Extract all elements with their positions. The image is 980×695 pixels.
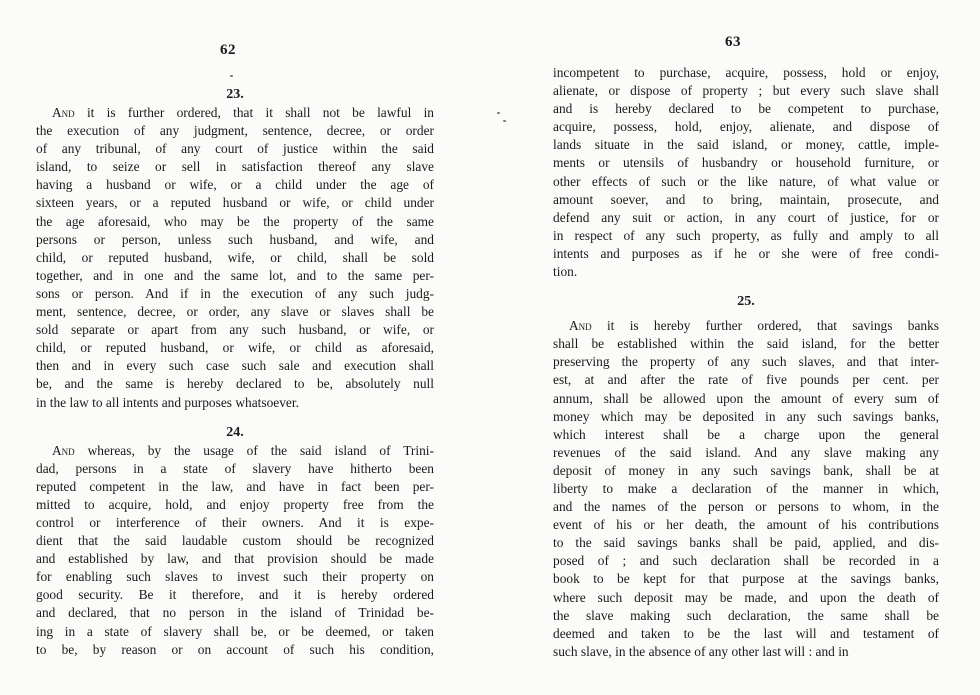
text-line: which interest shall be a charge upon the general xyxy=(553,426,939,442)
text-line: event of his or her death, the amount of his contributions xyxy=(553,517,939,533)
page-number-left: 62 xyxy=(220,42,236,58)
text-line: the slave making such declaration, the same shall be xyxy=(553,607,939,623)
text-line: persons or person, unless such husband, and wife, and xyxy=(36,231,434,247)
text-line: acquire, possess, hold, enjoy, alienate, and dispose of xyxy=(553,119,939,135)
text-line: sixteen years, or a reputed husband or wife, or child under xyxy=(36,195,434,211)
text-line: island, to seize or sell in satisfaction thereof any slave xyxy=(36,159,434,175)
text-line: posed of ; and such declaration shall be recorded in a xyxy=(553,553,939,569)
text-line: deposit of money in any such savings bank, shall be at xyxy=(553,462,939,478)
right-page xyxy=(553,0,939,695)
page-number-right: 63 xyxy=(725,34,741,50)
text-line: such slave, in the absence of any other last will : and in xyxy=(553,643,849,659)
text-line: incompetent to purchase, acquire, possess, hold or enjoy, xyxy=(553,65,939,80)
text-line: dient that the said laudable custom should be recognized xyxy=(36,533,434,549)
section-24-text xyxy=(36,442,434,659)
text-line: other effects of such or the like nature, of what value or xyxy=(553,173,939,189)
text-line: annum, shall be allowed upon the amount of every sum of xyxy=(553,390,939,406)
text-line: deemed and taken to be the last will and testament of xyxy=(553,625,939,641)
right-page-body xyxy=(553,64,939,661)
text-line: ing in a state of slavery shall be, or be deemed, or taken xyxy=(36,623,434,639)
text-line: reputed competent in the law, and have in fact been per- xyxy=(36,478,434,494)
text-line: be, and the same is hereby declared to be, absolutely null xyxy=(36,376,434,392)
text-line: control or interference of their owners. And it is expe- xyxy=(36,514,434,530)
text-line: then and in every such case such sale and execution shall xyxy=(36,358,434,374)
text-line: mitted to acquire, hold, and enjoy property free from the xyxy=(36,496,434,512)
left-page xyxy=(36,0,434,695)
text-line: good security. Be it therefore, and it is hereby ordered xyxy=(36,587,434,603)
scan-speck xyxy=(497,112,500,114)
text-line: money which may be deposited in any such savings banks, xyxy=(553,408,939,424)
text-line: And whereas, by the usage of the said island of Trini- xyxy=(52,442,434,458)
text-line: in respect of any such property, as fully and amply to all xyxy=(553,227,939,243)
text-line: child, or reputed husband, wife, or child, shall be sold xyxy=(36,249,434,265)
text-line: together, and in one and the same lot, and to the same per- xyxy=(36,267,434,283)
left-page-body xyxy=(36,86,434,659)
section-24-continuation-text xyxy=(553,64,939,281)
text-line: tion. xyxy=(553,264,578,280)
text-line: to the said savings banks shall be paid, applied, and dis- xyxy=(553,535,939,551)
section-number-24: 24. xyxy=(226,424,244,440)
text-line: est, at and after the rate of five pounds per cent. per xyxy=(553,372,939,388)
text-line: amount soever, and to bring, maintain, prosecute, and xyxy=(553,191,939,207)
text-line: and declared, that no person in the island of Trinidad be- xyxy=(36,605,434,621)
text-line: lands situate in the said island, or money, cattle, imple- xyxy=(553,137,939,153)
text-line: of any tribunal, of any court of justice within the said xyxy=(36,141,434,157)
text-line: sons or person. And if in the execution of any such judg- xyxy=(36,285,434,301)
text-line: revenues of the said island. And any slave making any xyxy=(553,444,939,460)
text-line: for enabling such slaves to invest such their property on xyxy=(36,569,434,585)
text-line: And it is hereby further ordered, that savings banks xyxy=(569,318,939,334)
text-line: preserving the property of any such slaves, and that inter- xyxy=(553,354,939,370)
text-line: and established by law, and that provision should be made xyxy=(36,551,434,567)
text-line: and the names of the person or persons to whom, in the xyxy=(553,499,939,515)
text-line: intents and purposes as if he or she were of free condi- xyxy=(553,245,939,261)
scan-speck xyxy=(503,120,506,122)
text-line: and is hereby declared to be competent to purchase, xyxy=(553,101,939,117)
text-line: in the law to all intents and purposes whatsoever. xyxy=(36,394,299,410)
text-line: And it is further ordered, that it shall not be lawful in xyxy=(52,105,434,120)
text-line: the age aforesaid, who may be the property of the same xyxy=(36,213,434,229)
text-line: child, or reputed husband, or wife, or child as aforesaid, xyxy=(36,340,434,356)
text-line: where such deposit may be made, and upon the death of xyxy=(553,589,939,605)
section-23-text xyxy=(36,104,434,412)
section-number-25: 25. xyxy=(737,294,755,310)
text-line: defend any suit or action, in any court of justice, for or xyxy=(553,209,939,225)
text-line: liberty to make a declaration of the manner in which, xyxy=(553,480,939,496)
text-line: dad, persons in a state of slavery have hitherto been xyxy=(36,460,434,476)
text-line: ments or utensils of husbandry or household furniture, or xyxy=(553,155,939,171)
text-line: alienate, or dispose of property ; but every such slave shall xyxy=(553,83,939,99)
text-line: ment, sentence, decree, or order, any slave or slaves shall be xyxy=(36,304,434,320)
scan-speck xyxy=(230,75,233,77)
text-line: sold separate or apart from any such husband, or wife, or xyxy=(36,322,434,338)
text-line: the execution of any judgment, sentence, decree, or order xyxy=(36,123,434,139)
text-line: shall be established within the said island, for the better xyxy=(553,336,939,352)
section-number-23: 23. xyxy=(226,87,244,102)
text-line: to be, by reason or on account of such his condition, xyxy=(36,641,434,657)
text-line: book to be kept for that purpose at the savings banks, xyxy=(553,571,939,587)
text-line: having a husband or wife, or a child under the age of xyxy=(36,177,434,193)
section-25-text xyxy=(553,317,939,661)
